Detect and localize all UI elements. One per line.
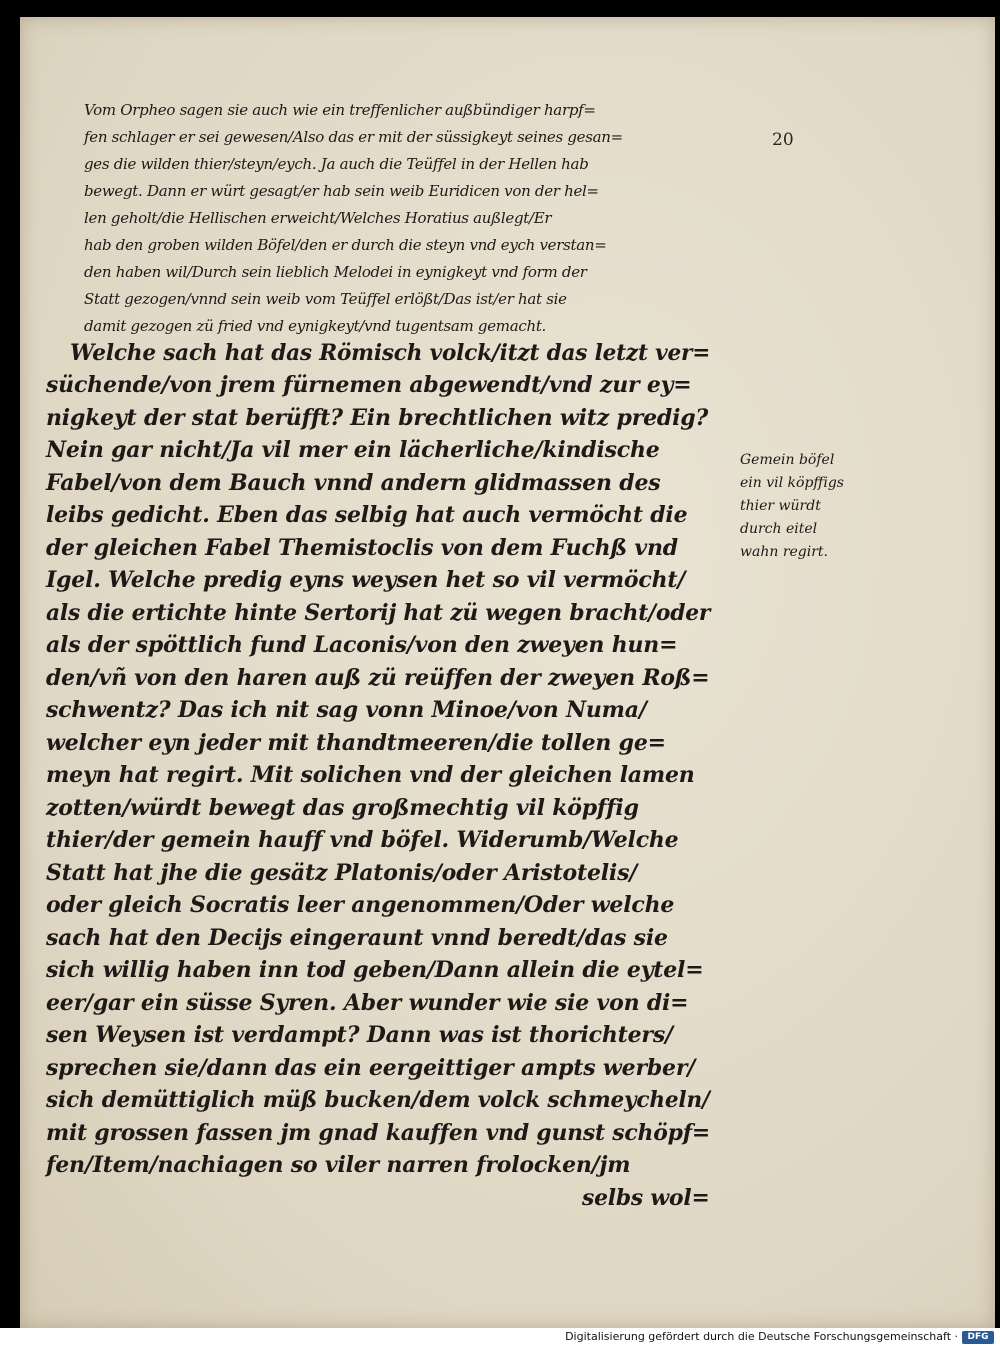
text-line: den haben wil/Durch sein lieblich Melodei in eynigkeyt vnd form der	[84, 263, 587, 281]
text-line: thier/der gemein hauff vnd böfel. Widerumb/Welche	[46, 827, 679, 853]
footer-bar	[0, 1328, 1000, 1347]
text-line: nigkeyt der stat berüfft? Ein brechtlichen witz predig?	[46, 405, 709, 431]
text-line: sach hat den Decijs eingeraunt vnnd beredt/das sie	[46, 925, 668, 951]
text-line: ges die wilden thier/steyn/eych. Ja auch die Teüffel in der Hellen hab	[84, 155, 589, 173]
text-line: süchende/von jrem fürnemen abgewendt/vnd zur ey=	[46, 372, 692, 398]
margin-note	[740, 449, 844, 564]
text-line: selbs wol=	[582, 1185, 710, 1211]
margin-note-line: thier würdt	[740, 498, 821, 514]
text-line: meyn hat regirt. Mit solichen vnd der gleichen lamen	[46, 762, 695, 788]
text-line: oder gleich Socratis leer angenommen/Oder welche	[46, 892, 675, 918]
dfg-logo-icon: DFG	[962, 1331, 994, 1344]
margin-note-line: Gemein böfel	[740, 452, 835, 468]
text-line: hab den groben wilden Böfel/den er durch die steyn vnd eych verstan=	[84, 236, 607, 254]
text-line: fen schlager er sei gewesen/Also das er mit der süssigkeyt seines gesan=	[84, 128, 623, 146]
text-line: sich willig haben inn tod geben/Dann allein die eytel=	[46, 957, 704, 983]
text-line: schwentz? Das ich nit sag vonn Minoe/von Numa/	[46, 697, 647, 723]
text-line: Fabel/von dem Bauch vnnd andern glidmassen des	[46, 470, 661, 496]
text-line: den/vñ von den haren auß zü reüffen der zweyen Roß=	[46, 665, 710, 691]
funding-credit: Digitalisierung gefördert durch die Deutsche Forschungsgemeinschaft ·	[565, 1330, 958, 1343]
text-line: bewegt. Dann er würt gesagt/er hab sein weib Euridicen von der hel=	[84, 182, 599, 200]
text-line: Igel. Welche predig eyns weysen het so vil vermöcht/	[46, 567, 686, 593]
text-line: leibs gedicht. Eben das selbig hat auch vermöcht die	[46, 502, 688, 528]
text-line: zotten/würdt bewegt das großmechtig vil köpffig	[46, 795, 639, 821]
text-line: der gleichen Fabel Themistoclis von dem Fuchß vnd	[46, 535, 678, 561]
text-line: eer/gar ein süsse Syren. Aber wunder wie sie von di=	[46, 990, 689, 1016]
text-line: mit grossen fassen jm gnad kauffen vnd gunst schöpf=	[46, 1120, 711, 1146]
text-line: sprechen sie/dann das ein eergeittiger ampts werber/	[46, 1055, 696, 1081]
page-number: 20	[772, 130, 794, 150]
text-line: Welche sach hat das Römisch volck/itzt das letzt ver=	[70, 340, 711, 366]
text-line: Vom Orpheo sagen sie auch wie ein treffenlicher außbündiger harpf=	[84, 101, 596, 119]
text-line: sich demüttiglich müß bucken/dem volck schmeycheln/	[46, 1087, 710, 1113]
text-line: len geholt/die Hellischen erweicht/Welches Horatius außlegt/Er	[84, 209, 552, 227]
text-line: Statt gezogen/vnnd sein weib vom Teüffel erlößt/Das ist/er hat sie	[84, 290, 567, 308]
text-line: als der spöttlich fund Laconis/von den zweyen hun=	[46, 632, 678, 658]
margin-note-line: ein vil köpffigs	[740, 475, 844, 491]
text-line: damit gezogen zü fried vnd eynigkeyt/vnd tugentsam gemacht.	[84, 317, 547, 335]
text-line: sen Weysen ist verdampt? Dann was ist thorichters/	[46, 1022, 673, 1048]
margin-note-line: durch eitel	[740, 521, 818, 537]
text-line: Statt hat jhe die gesätz Platonis/oder Aristotelis/	[46, 860, 638, 886]
text-line: fen/Item/nachiagen so viler narren frolocken/jm	[46, 1152, 631, 1178]
text-line: welcher eyn jeder mit thandtmeeren/die tollen ge=	[46, 730, 666, 756]
text-line: als die ertichte hinte Sertorij hat zü wegen bracht/oder	[46, 600, 711, 626]
margin-note-line: wahn regirt.	[740, 544, 828, 560]
book-page	[20, 17, 995, 1328]
text-line: Nein gar nicht/Ja vil mer ein lächerliche/kindische	[46, 437, 660, 463]
